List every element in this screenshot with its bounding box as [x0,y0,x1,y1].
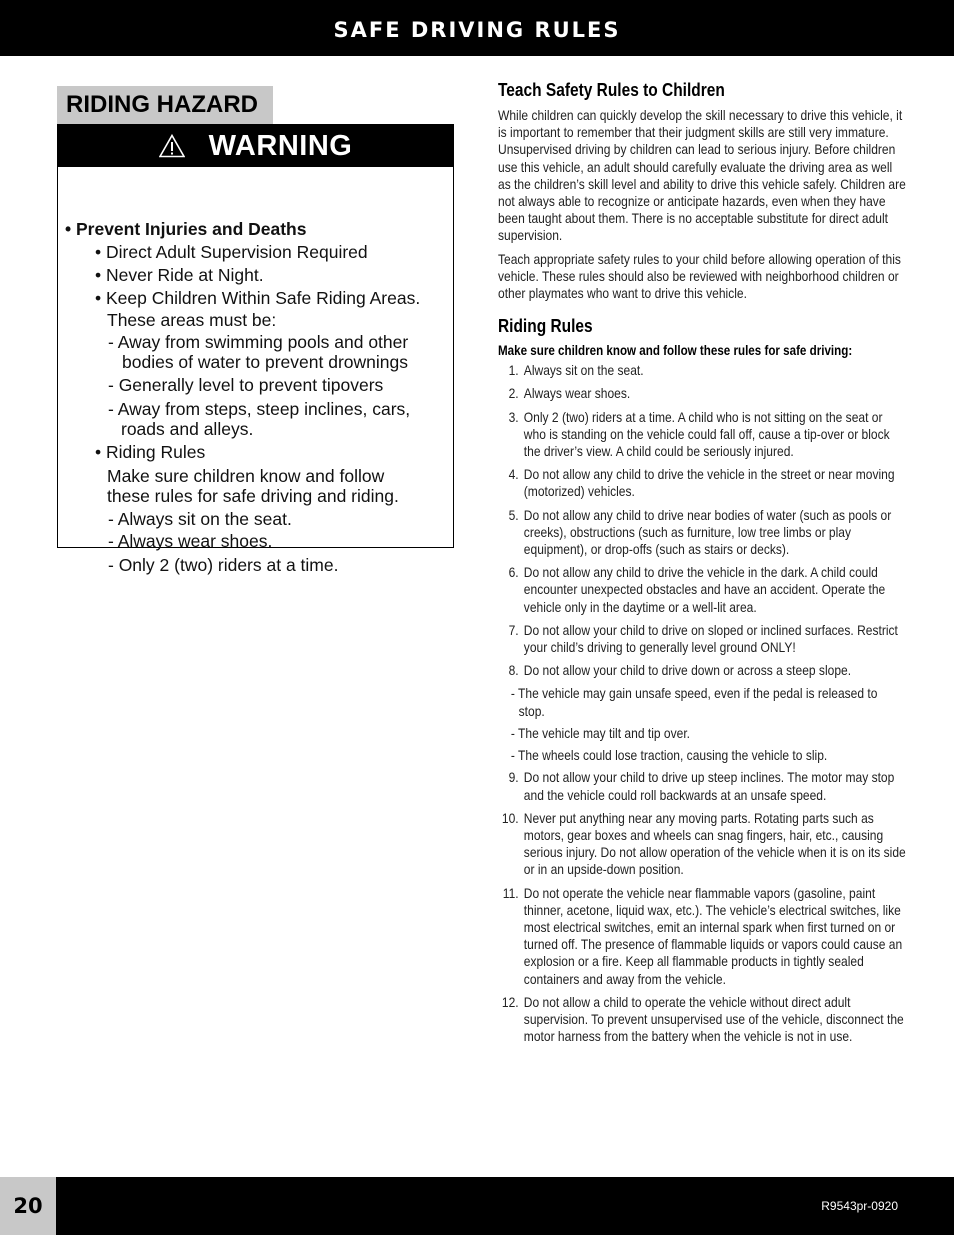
riding-hazard-text: RIDING HAZARD [66,91,258,118]
list-item [498,885,907,988]
riding-rules-heading: Riding Rules [498,316,593,337]
warning-line: Make sure children know and follow [107,466,385,486]
header-bar [0,0,954,56]
slope-subitem: - The wheels could lose traction, causing the vehicle to slip. [510,747,828,764]
footer-bar [0,1177,954,1235]
rule-text: Do not allow any child to drive near bodies of water (such as pools or creeks), obstructions (such as furniture, low tree limbs or play equipment), or drop-offs (such as stairs or decks). [523,506,892,558]
rule-number: 3. [508,408,519,425]
warning-line: • Prevent Injuries and Deaths [65,219,307,239]
warning-title: WARNING [208,129,353,162]
warning-line: these rules for safe driving and riding. [107,486,399,506]
warning-line: - Always wear shoes. [108,531,273,551]
rule-text: Always sit on the seat. [523,362,644,379]
warning-line: - Always sit on the seat. [108,509,292,529]
list-item [498,622,907,656]
rule-text: Do not allow your child to drive up steep inclines. The motor may stop and the vehicle could roll backwards at an unsafe speed. [523,769,895,803]
teach-heading: Teach Safety Rules to Children [498,80,725,100]
riding-hazard-label [57,86,273,124]
rule-text: Only 2 (two) riders at a time. A child who is not sitting on the seat or who is standing on the vehicle could fall off, cause a tip-over or block the driver’s view. A child could be seriously injured. [523,408,890,460]
right-column [498,80,908,1051]
warning-line: - Away from swimming pools and other [108,332,409,352]
teach-paragraph: While children can quickly develop the skill necessary to drive this vehicle, it is important to remember that their judgment skills are still very immature. Unsupervised driving by children can lead to serious injury. Before children use this vehicle, an adult should carefully evaluate the driving area as well as the children’s skill level and ability to drive this vehicle safely. Children are not always able to recognize or anticipate hazards, even when they have been taught about them. There is no acceptable substitute for direct adult supervision. [498,107,906,244]
list-item [498,466,907,500]
warning-box [57,124,454,575]
warning-header [58,125,453,167]
rule-number: 9. [508,769,519,786]
list-item [498,385,907,402]
list-item [498,564,907,616]
rule-text: Do not allow any child to drive the vehicle in the dark. A child could encounter unexpected obstacles and have an accident. Operate the vehicle only in the daytime or a well-lit area. [523,564,886,615]
riding-rules-intro: Make sure children know and follow these rules for safe driving: [498,343,853,359]
warning-line: • Never Ride at Night. [95,265,264,285]
rule-number: 7. [508,621,519,638]
warning-triangle-icon [159,134,185,158]
slope-subitem: - The vehicle may tilt and tip over. [510,724,691,741]
warning-line: - Only 2 (two) riders at a time. [108,555,339,575]
rule-number: 2. [508,385,519,402]
rule-number: 10. [501,809,519,826]
warning-line: • Direct Adult Supervision Required [95,242,368,262]
list-item [498,769,907,803]
list-item [498,507,907,559]
page-title: SAFE DRIVING RULES [333,18,621,42]
warning-line: roads and alleys. [121,419,254,439]
list-item [498,810,907,879]
rule-text: Always wear shoes. [523,385,631,402]
document-code: R9543pr-0920 [821,1199,898,1213]
rule-text: Do not allow a child to operate the vehicle without direct adult supervision. To prevent unsupervised use of the vehicle, disconnect the motor harness from the battery when the vehicle is not in use. [523,993,904,1045]
rule-number: 11. [502,884,519,901]
rule-number: 8. [508,662,519,679]
page-number: 20 [13,1194,43,1218]
warning-line: bodies of water to prevent drownings [122,352,408,372]
slope-subitem: - The vehicle may gain unsafe speed, even if the pedal is released to stop. [510,685,878,719]
list-item [498,362,907,379]
rule-number: 5. [508,506,519,523]
rule-number: 6. [508,564,519,581]
warning-line: These areas must be: [107,310,277,330]
teach-paragraph: Teach appropriate safety rules to your child before allowing operation of this vehicle. These rules should also be reviewed with neighborhood children or other playmates who want to drive this vehicle. [498,250,901,302]
list-item [498,994,907,1046]
rule-text: Do not allow any child to drive the vehicle in the street or near moving (motorized) vehicles. [523,466,895,500]
rule-number: 1. [508,362,519,379]
rule-number: 12. [501,993,519,1010]
list-item [498,662,907,679]
rule-text: Do not operate the vehicle near flammable vapors (gasoline, paint thinner, acetone, liquid wax, etc.). The vehicle’s electrical switches, like most electrical switches, emit an internal spark when first turned on or turned off. The presence of flammable liquids or vapors could cause an explosion or a fire. Keep all flammable products in tightly sealed containers and away from the vehicle. [523,884,903,987]
rule-text: Never put anything near any moving parts. Rotating parts such as motors, gear boxes and wheels can snag fingers, hair, etc., causing serious injury. Do not allow operation of the vehicle when it is on its side or in an upside-down position. [523,809,906,878]
warning-line: • Riding Rules [95,442,206,462]
warning-line: • Keep Children Within Safe Riding Areas. [95,288,421,308]
warning-line: - Away from steps, steep inclines, cars, [108,399,411,419]
rule-text: Do not allow your child to drive on sloped or inclined surfaces. Restrict your child’s driving to generally level ground ONLY! [523,621,898,656]
warning-line: - Generally level to prevent tipovers [108,375,384,395]
list-item [498,409,907,461]
rule-text: Do not allow your child to drive down or across a steep slope. [523,662,852,679]
rule-number: 4. [508,466,519,483]
page-number-box [0,1177,56,1235]
